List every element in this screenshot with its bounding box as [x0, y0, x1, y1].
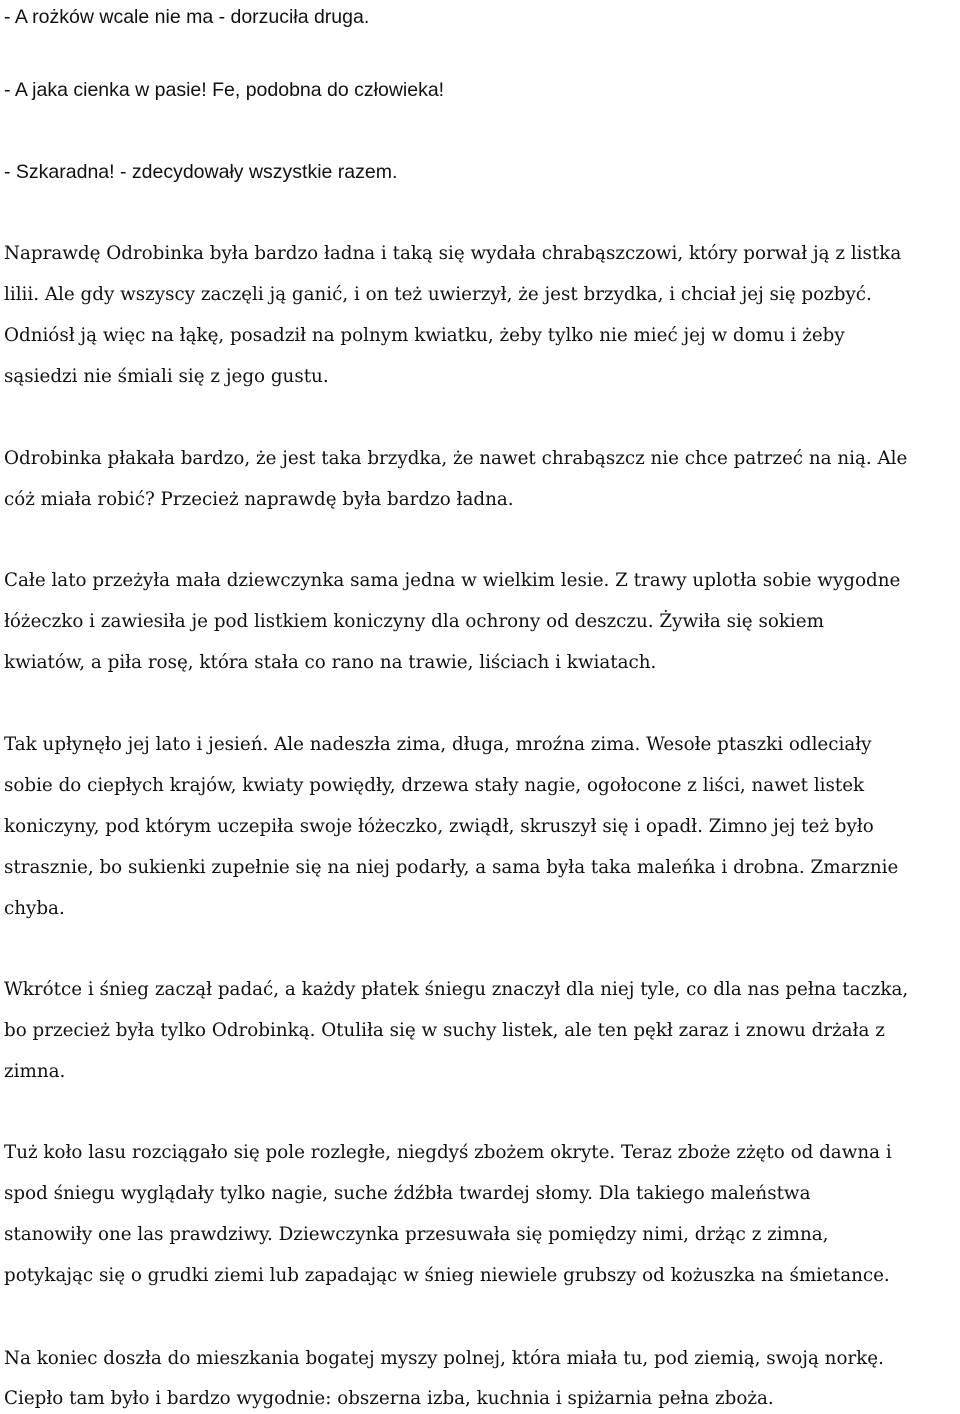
- text-line: lilii. Ale gdy wszyscy zaczęli ją ganić, i on też uwierzył, że jest brzydka, i chciał jej się pozbyć.: [4, 284, 872, 305]
- text-line: Ciepło tam było i bardzo wygodnie: obszerna izba, kuchnia i spiżarnia pełna zboża.: [4, 1388, 774, 1409]
- text-line: stanowiły one las prawdziwy. Dziewczynka przesuwała się pomiędzy nimi, drżąc z zimna,: [4, 1224, 829, 1245]
- text-line: potykając się o grudki ziemi lub zapadając w śnieg niewiele grubszy od kożuszka na śmietance.: [4, 1265, 890, 1286]
- text-line: - A jaka cienka w pasie! Fe, podobna do człowieka!: [4, 79, 445, 101]
- text-line: - A rożków wcale nie ma - dorzuciła druga.: [4, 6, 370, 28]
- text-line: zimna.: [4, 1061, 66, 1082]
- text-line: cóż miała robić? Przecież naprawdę była bardzo ładna.: [4, 489, 514, 510]
- text-line: Odrobinka płakała bardzo, że jest taka brzydka, że nawet chrabąszcz nie chce patrzeć na nią. Ale: [4, 448, 908, 469]
- text-line: bo przecież była tylko Odrobinką. Otuliła się w suchy listek, ale ten pękł zaraz i znowu drżała z: [4, 1020, 885, 1041]
- text-line: Wkrótce i śnieg zaczął padać, a każdy płatek śniegu znaczył dla niej tyle, co dla nas pełna taczka,: [4, 979, 909, 1000]
- text-line: sąsiedzi nie śmiali się z jego gustu.: [4, 366, 329, 387]
- text-line: kwiatów, a piła rosę, która stała co rano na trawie, liściach i kwiatach.: [4, 652, 657, 673]
- text-line: strasznie, bo sukienki zupełnie się na niej podarły, a sama była taka maleńka i drobna. Zmarznie: [4, 857, 899, 878]
- text-line: Naprawdę Odrobinka była bardzo ładna i taką się wydała chrabąszczowi, który porwał ją z listka: [4, 243, 902, 264]
- text-line: łóżeczko i zawiesiła je pod listkiem koniczyny dla ochrony od deszczu. Żywiła się sokiem: [4, 611, 824, 632]
- text-line: chyba.: [4, 898, 65, 919]
- text-line: Tak upłynęło jej lato i jesień. Ale nadeszła zima, długa, mroźna zima. Wesołe ptaszki odleciały: [4, 734, 872, 755]
- text-line: sobie do ciepłych krajów, kwiaty powiędły, drzewa stały nagie, ogołocone z liści, nawet listek: [4, 775, 865, 796]
- text-line: Tuż koło lasu rozciągało się pole rozległe, niegdyś zbożem okryte. Teraz zboże zżęto od dawna i: [4, 1142, 892, 1163]
- text-line: koniczyny, pod którym uczepiła swoje łóżeczko, zwiądł, skruszył się i opadł. Zimno jej też było: [4, 816, 874, 837]
- text-line: Odniósł ją więc na łąkę, posadził na polnym kwiatku, żeby tylko nie mieć jej w domu i żeby: [4, 325, 845, 346]
- text-line: Całe lato przeżyła mała dziewczynka sama jedna w wielkim lesie. Z trawy uplotła sobie wygodne: [4, 570, 901, 591]
- text-line: Na koniec doszła do mieszkania bogatej myszy polnej, która miała tu, pod ziemią, swoją norkę.: [4, 1348, 884, 1369]
- text-line: - Szkaradna! - zdecydowały wszystkie razem.: [4, 161, 398, 183]
- text-line: spod śniegu wyglądały tylko nagie, suche źdźbła twardej słomy. Dla takiego maleństwa: [4, 1183, 811, 1204]
